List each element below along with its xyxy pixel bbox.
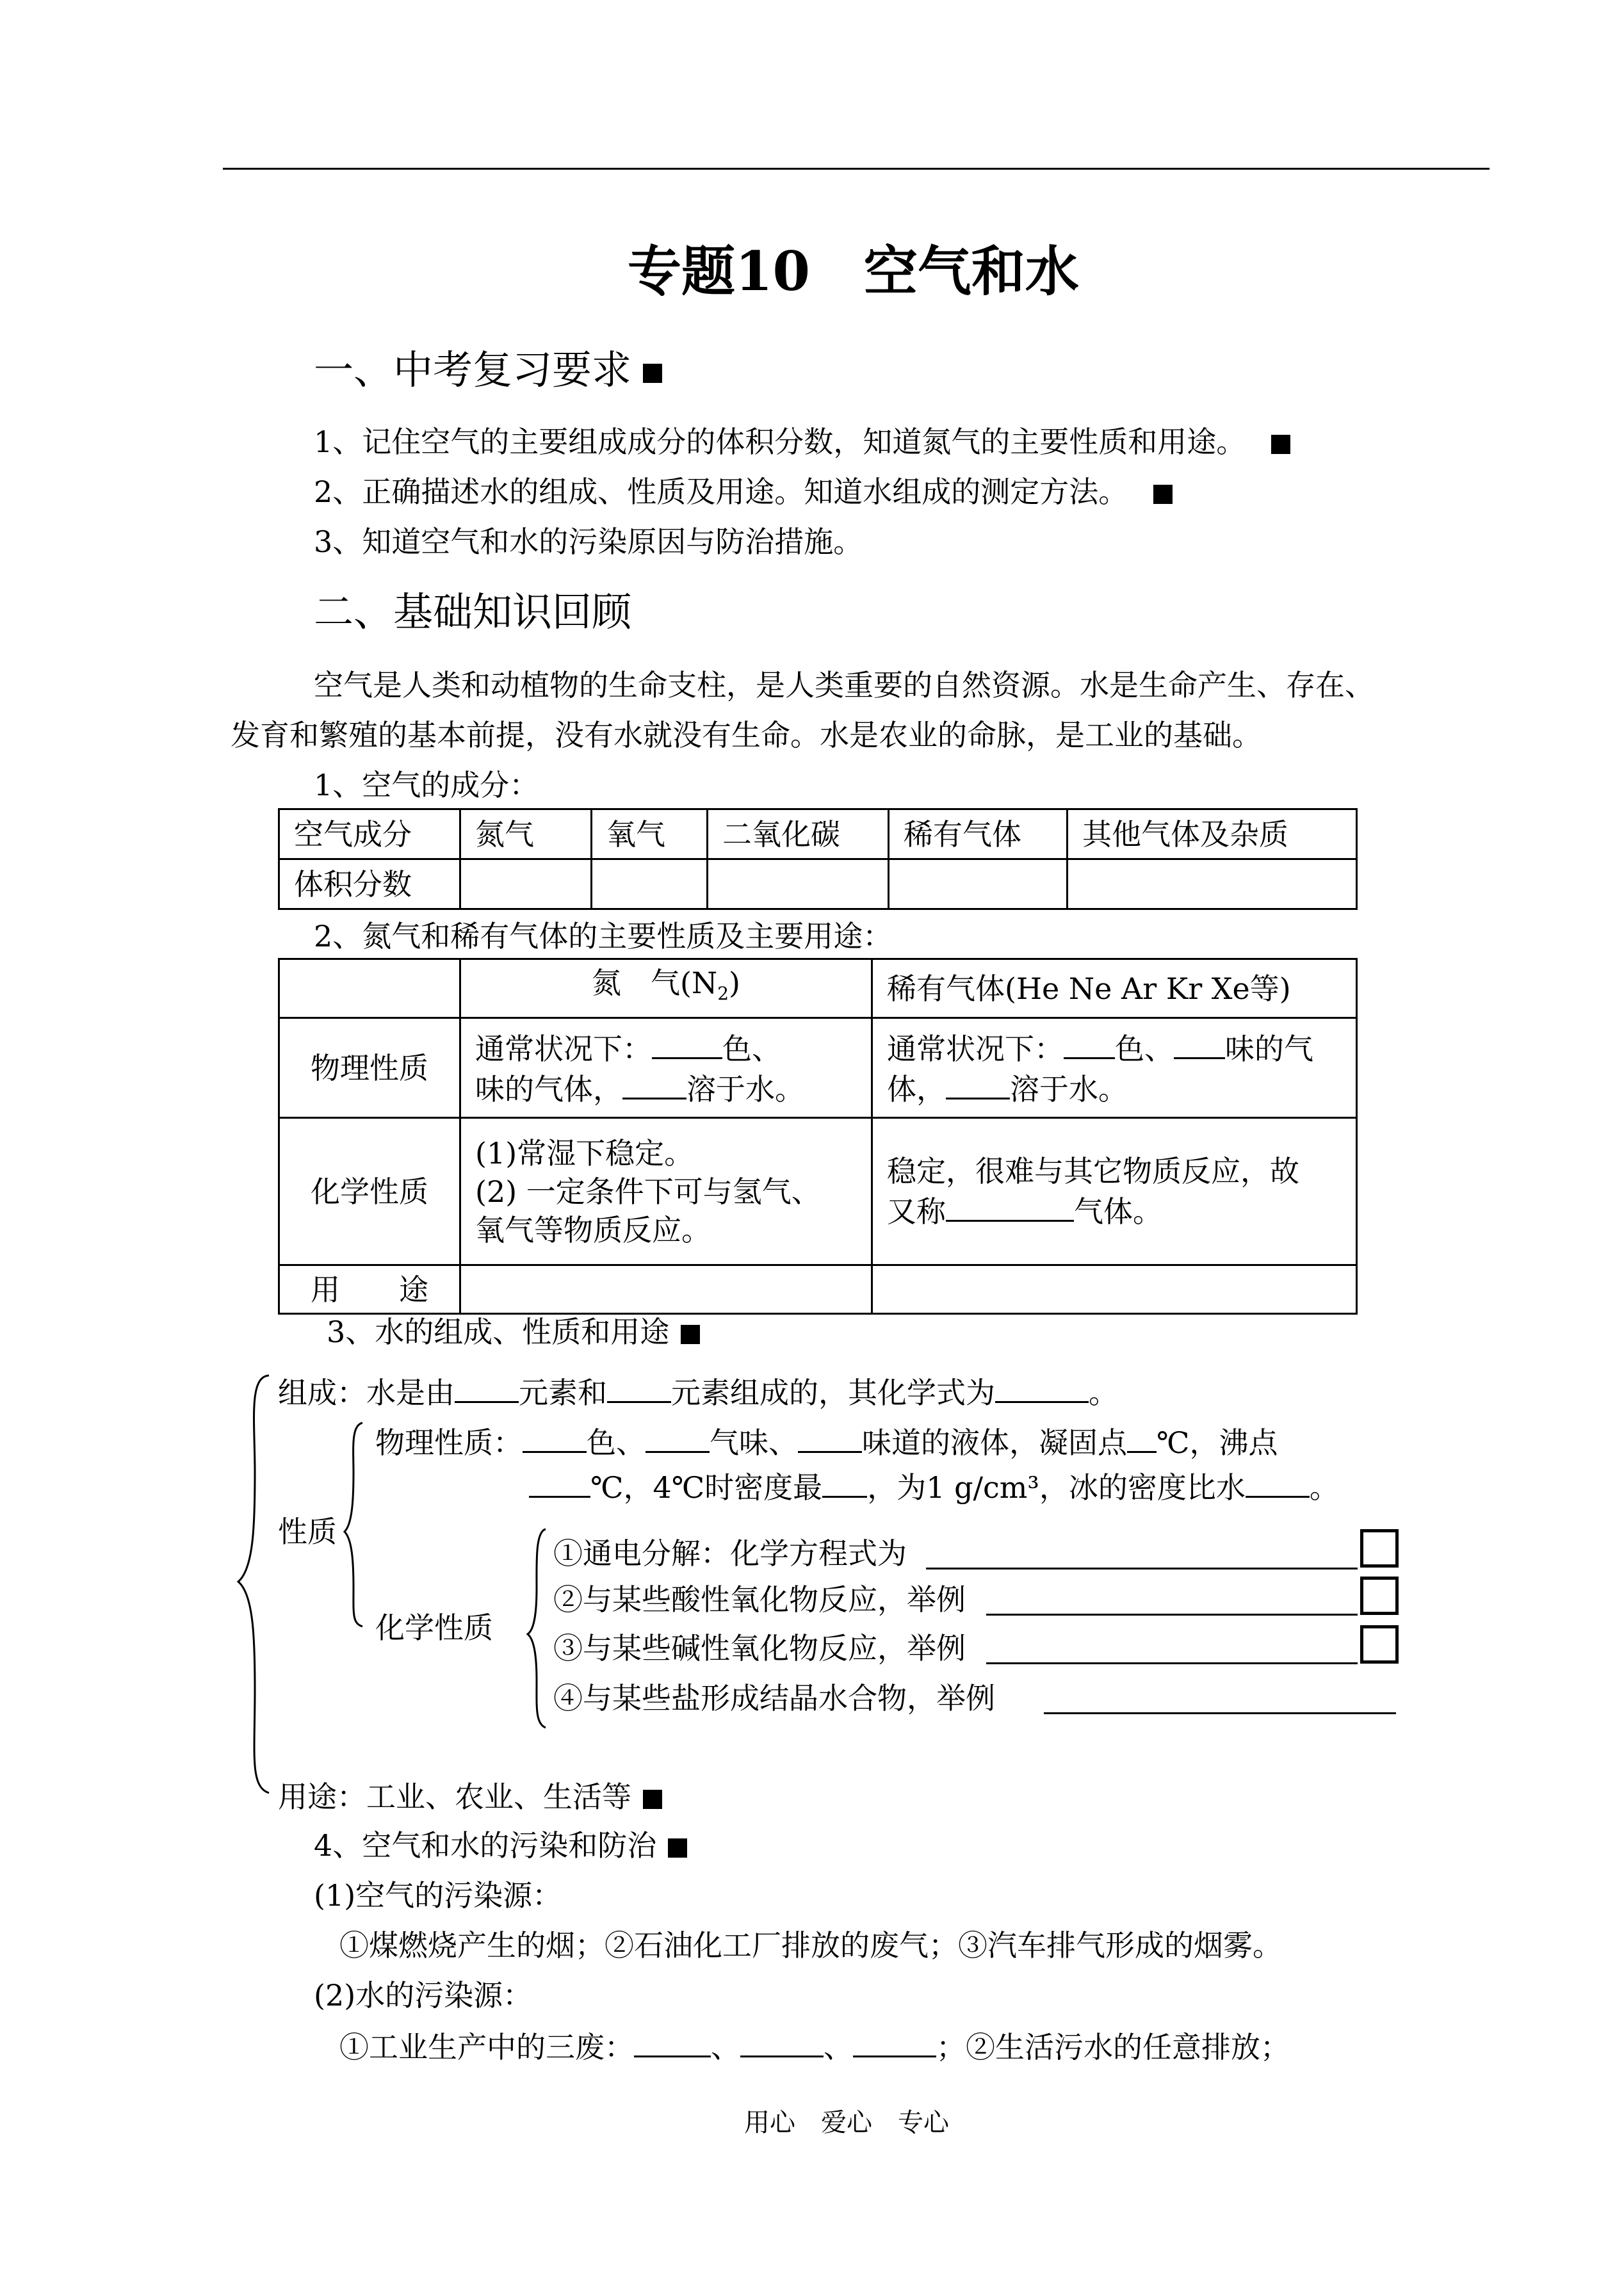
fill-blank[interactable] — [740, 2026, 824, 2057]
answer-box[interactable] — [1360, 1577, 1399, 1615]
air-pollution-sources: ①煤燃烧产生的烟；②石油化工厂排放的废气；③汽车排气形成的烟雾。 — [339, 1928, 1282, 1963]
subsection-3: 3、水的组成、性质和用途 — [327, 1313, 700, 1351]
chemical-property-2: ②与某些酸性氧化物反应，举例 — [553, 1582, 966, 1617]
physical-properties-line-2: ℃，4℃时密度最 ，为1 g/cm³，冰的密度比水 。 — [529, 1466, 1339, 1507]
fill-blank[interactable] — [995, 1372, 1089, 1403]
chemical-properties-label: 化学性质 — [375, 1610, 493, 1645]
table-cell: (1)常湿下稳定。 (2) 一定条件下可与氢气、 氧气等物质反应。 — [460, 1118, 872, 1265]
fill-blank[interactable] — [529, 1466, 590, 1498]
fill-blank[interactable] — [1127, 1422, 1157, 1453]
chemical-property-3: ③与某些碱性氧化物反应，举例 — [553, 1631, 966, 1666]
table-row-label: 用 途 — [279, 1265, 460, 1314]
answer-box[interactable] — [1360, 1529, 1399, 1568]
page-footer: 用心 爱心 专心 — [744, 2108, 949, 2137]
water-composition: 组成：水是由 元素和 元素组成的，其化学式为 。 — [278, 1372, 1118, 1412]
water-pollution-heading: (2)水的污染源： — [314, 1978, 533, 2013]
answer-line[interactable] — [1044, 1712, 1396, 1714]
fill-blank[interactable] — [822, 1466, 867, 1498]
subsection-2: 2、氮气和稀有气体的主要性质及主要用途： — [314, 919, 893, 953]
intro-line-1: 空气是人类和动植物的生命支柱，是人类重要的自然资源。水是生命产生、存在、 — [314, 668, 1374, 702]
properties-brace-icon — [345, 1423, 362, 1626]
fill-blank[interactable] — [798, 1422, 862, 1453]
intro-line-2: 发育和繁殖的基本前提，没有水就没有生命。水是农业的命脉，是工业的基础。 — [231, 718, 1262, 752]
air-pollution-heading: (1)空气的污染源： — [314, 1878, 562, 1913]
outer-brace-icon — [238, 1375, 269, 1793]
table-cell: 通常状况下： 色、 味的气体， 溶于水。 — [460, 1018, 872, 1118]
answer-line[interactable] — [986, 1662, 1358, 1664]
square-bullet-icon — [668, 1838, 687, 1858]
answer-line[interactable] — [926, 1568, 1358, 1569]
table-header-cell: 稀有气体 — [889, 809, 1068, 859]
subsection-4: 4、空气和水的污染和防治 — [314, 1826, 687, 1865]
requirement-item-2: 2、正确描述水的组成、性质及用途。知道水组成的测定方法。 — [314, 473, 1173, 511]
table-header-cell: 氧气 — [592, 809, 708, 859]
table-header-cell: 其他气体及杂质 — [1068, 809, 1357, 859]
table-header-cell: 空气成分 — [279, 809, 460, 859]
subsection-1: 1、空气的成分： — [314, 768, 539, 802]
table-cell: 稳定，很难与其它物质反应，故 又称 气体。 — [872, 1118, 1357, 1265]
fill-blank[interactable] — [523, 1422, 587, 1453]
table-row-label: 化学性质 — [279, 1118, 460, 1265]
fill-blank[interactable] — [646, 1422, 710, 1453]
table-header-cell: 氮 气$(N_2)$ — [460, 959, 872, 1018]
fill-blank[interactable] — [1246, 1466, 1310, 1498]
table-header-cell: 氮气 — [460, 809, 592, 859]
table-header-cell: 二氧化碳 — [708, 809, 889, 859]
water-uses: 用途：工业、农业、生活等 — [278, 1778, 662, 1816]
page-title: 专题10 空气和水 — [628, 239, 1079, 303]
table-header-cell: 稀有气体(He Ne Ar Kr Xe等) — [872, 959, 1357, 1018]
section2-heading: 二、基础知识回顾 — [314, 588, 632, 635]
water-pollution-sources: ①工业生产中的三废： 、 、 ；②生活污水的任意排放； — [339, 2026, 1290, 2066]
answer-line[interactable] — [986, 1614, 1358, 1616]
physical-properties-line-1: 物理性质： 色、 气味、 味道的液体，凝固点 ℃，沸点 — [375, 1422, 1278, 1462]
fill-blank[interactable] — [455, 1372, 519, 1403]
chemical-property-4: ④与某些盐形成结晶水合物，举例 — [553, 1681, 995, 1715]
table-row-label: 物理性质 — [279, 1018, 460, 1118]
fill-blank[interactable] — [607, 1372, 671, 1403]
section1-heading: 一、中考复习要求 — [314, 346, 662, 394]
properties-label: 性质 — [278, 1514, 337, 1549]
chemical-property-1: ①通电分解：化学方程式为 — [553, 1536, 907, 1571]
chemical-brace-icon — [528, 1529, 546, 1728]
table-cell: 通常状况下： 色、 味的气 体， 溶于水。 — [872, 1018, 1357, 1118]
fill-blank[interactable] — [634, 2026, 711, 2057]
requirement-item-3: 3、知道空气和水的污染原因与防治措施。 — [314, 524, 863, 559]
square-bullet-icon — [643, 1790, 662, 1809]
table-row-label: 体积分数 — [279, 859, 460, 909]
fill-blank[interactable] — [853, 2026, 936, 2057]
requirement-item-1: 1、记住空气的主要组成成分的体积分数，知道氮气的主要性质和用途。 — [314, 423, 1290, 461]
answer-box[interactable] — [1360, 1625, 1399, 1664]
